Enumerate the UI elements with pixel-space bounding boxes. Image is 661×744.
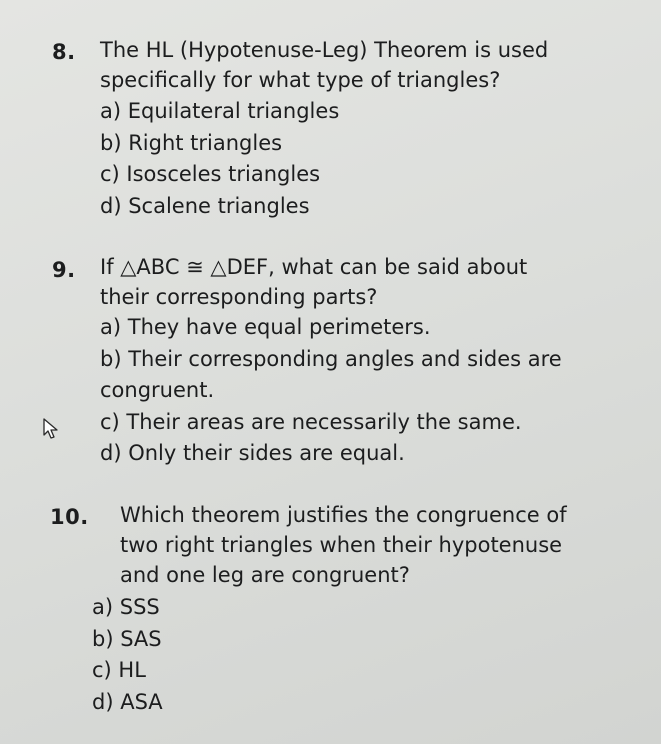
answer-option-b[interactable]: b) SAS [92,626,162,651]
answer-options [100,312,562,470]
question-line: The HL (Hypotenuse-Leg) Theorem is used [100,38,549,62]
answer-option-d[interactable]: d) Only their sides are equal. [100,441,405,465]
answer-options [92,592,163,718]
answer-option-b[interactable]: b) Their corresponding angles and sides are [100,346,562,371]
answer-option-c[interactable]: c) Their areas are necessarily the same. [100,409,522,434]
question-text [120,500,567,590]
mouse-pointer-icon [42,418,60,440]
answer-option-d[interactable]: d) Scalene triangles [100,193,310,218]
answer-option-a[interactable]: a) They have equal perimeters. [100,315,431,339]
answer-option-d[interactable]: d) ASA [92,689,163,714]
question-number: 9. [52,258,76,282]
question-line: two right triangles when their hypotenuse [120,533,563,557]
question-line: If △ABC ≅ △DEF, what can be said about [100,255,528,279]
question-text [100,252,527,312]
answer-option-b[interactable]: b) Right triangles [100,130,283,155]
question-line: their corresponding parts? [100,285,378,309]
answer-option-a[interactable]: a) SSS [92,595,160,619]
answer-option-a[interactable]: a) Equilateral triangles [100,99,340,123]
answer-option-b-continued[interactable]: congruent. [100,378,215,402]
answer-option-c[interactable]: c) HL [92,658,146,682]
question-line: and one leg are congruent? [120,563,410,587]
question-number: 10. [50,505,89,529]
question-line: specifically for what type of triangles? [100,68,501,92]
answer-options [100,96,339,222]
answer-option-c[interactable]: c) Isosceles triangles [100,162,321,186]
question-line: Which theorem justifies the congruence of [120,503,567,527]
question-number: 8. [52,40,76,64]
question-text [100,35,548,95]
